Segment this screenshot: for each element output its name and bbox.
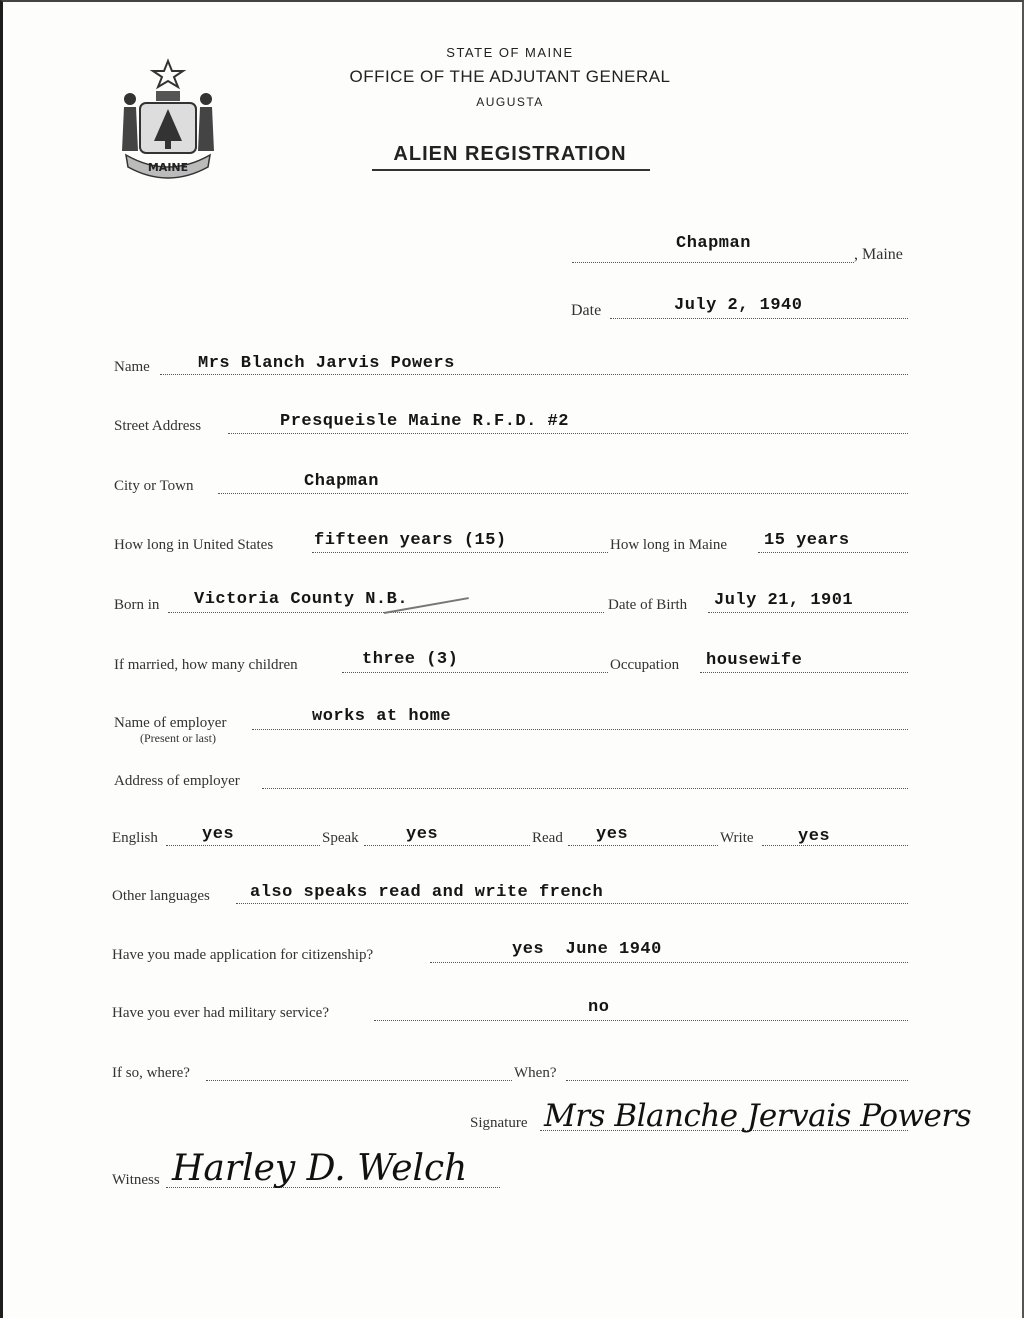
place-suffix: , Maine <box>854 246 903 263</box>
us-time-line <box>312 552 608 553</box>
date-value: July 2, 1940 <box>674 296 803 315</box>
speak-value: yes <box>406 825 439 844</box>
children-label: If married, how many children <box>114 657 298 673</box>
other-lang-line <box>236 903 908 904</box>
children-value: three (3) <box>362 650 459 669</box>
maine-time-line <box>758 552 908 553</box>
maine-time-value: 15 years <box>764 531 850 550</box>
employer-value: works at home <box>312 707 452 726</box>
street-label: Street Address <box>114 418 202 434</box>
city-value: Chapman <box>304 472 379 491</box>
witness-value: Harley D. Welch <box>172 1148 468 1189</box>
occupation-value: housewife <box>706 651 803 670</box>
city-line <box>218 493 908 494</box>
city-label: City or Town <box>114 478 194 494</box>
military-label: Have you ever had military service? <box>112 1005 329 1021</box>
place-value: Chapman <box>676 234 751 253</box>
write-label: Write <box>720 830 754 846</box>
maine-time-label: How long in Maine <box>610 537 728 553</box>
name-label: Name <box>114 359 150 375</box>
dob-value: July 21, 1901 <box>714 591 854 610</box>
dob-line <box>708 612 908 613</box>
employer-address-line <box>262 788 908 789</box>
date-line <box>610 318 908 319</box>
maine-state-seal-icon <box>112 55 224 183</box>
employer-address-label: Address of employer <box>114 773 240 789</box>
other-lang-label: Other languages <box>112 888 210 904</box>
form-title: ALIEN REGISTRATION <box>393 143 627 165</box>
english-line <box>166 845 320 846</box>
children-line <box>342 672 608 673</box>
us-time-value: fifteen years (15) <box>314 531 507 550</box>
street-value: Presqueisle Maine R.F.D. #2 <box>280 412 569 431</box>
citizenship-value: yes June 1940 <box>512 940 662 959</box>
dob-label: Date of Birth <box>608 597 688 613</box>
speak-line <box>364 845 530 846</box>
military-value: no <box>588 998 610 1017</box>
witness-label: Witness <box>112 1172 160 1188</box>
date-label: Date <box>571 302 602 319</box>
signature-value: Mrs Blanche Jervais Powers <box>544 1098 972 1134</box>
read-label: Read <box>532 830 563 846</box>
name-value: Mrs Blanch Jarvis Powers <box>198 354 455 373</box>
citizenship-line <box>430 962 908 963</box>
born-label: Born in <box>114 597 160 613</box>
write-line <box>762 845 908 846</box>
name-line <box>160 374 908 375</box>
read-value: yes <box>596 825 629 844</box>
other-lang-value: also speaks read and write french <box>250 883 604 902</box>
place-line <box>572 262 854 263</box>
where-label: If so, where? <box>112 1065 190 1081</box>
employer-line <box>252 729 908 730</box>
occupation-line <box>700 672 908 673</box>
us-time-label: How long in United States <box>114 537 274 553</box>
title-underline <box>372 169 650 171</box>
write-value: yes <box>798 827 831 846</box>
where-line <box>206 1080 512 1081</box>
signature-label: Signature <box>470 1115 528 1131</box>
employer-sublabel: (Present or last) <box>140 731 216 745</box>
english-label: English <box>112 830 158 846</box>
city-heading: AUGUSTA <box>476 95 544 109</box>
svg-text:MAINE: MAINE <box>147 161 189 174</box>
born-value: Victoria County N.B. <box>194 590 409 609</box>
when-line <box>566 1080 908 1081</box>
state-heading: STATE OF MAINE <box>446 45 574 60</box>
speak-label: Speak <box>322 830 359 846</box>
military-line <box>374 1020 908 1021</box>
street-line <box>228 433 908 434</box>
when-label: When? <box>514 1065 557 1081</box>
citizenship-label: Have you made application for citizenship? <box>112 947 374 963</box>
read-line <box>568 845 718 846</box>
employer-label: Name of employer <box>114 715 227 731</box>
office-heading: OFFICE OF THE ADJUTANT GENERAL <box>349 67 671 86</box>
english-value: yes <box>202 825 235 844</box>
occupation-label: Occupation <box>610 657 680 673</box>
